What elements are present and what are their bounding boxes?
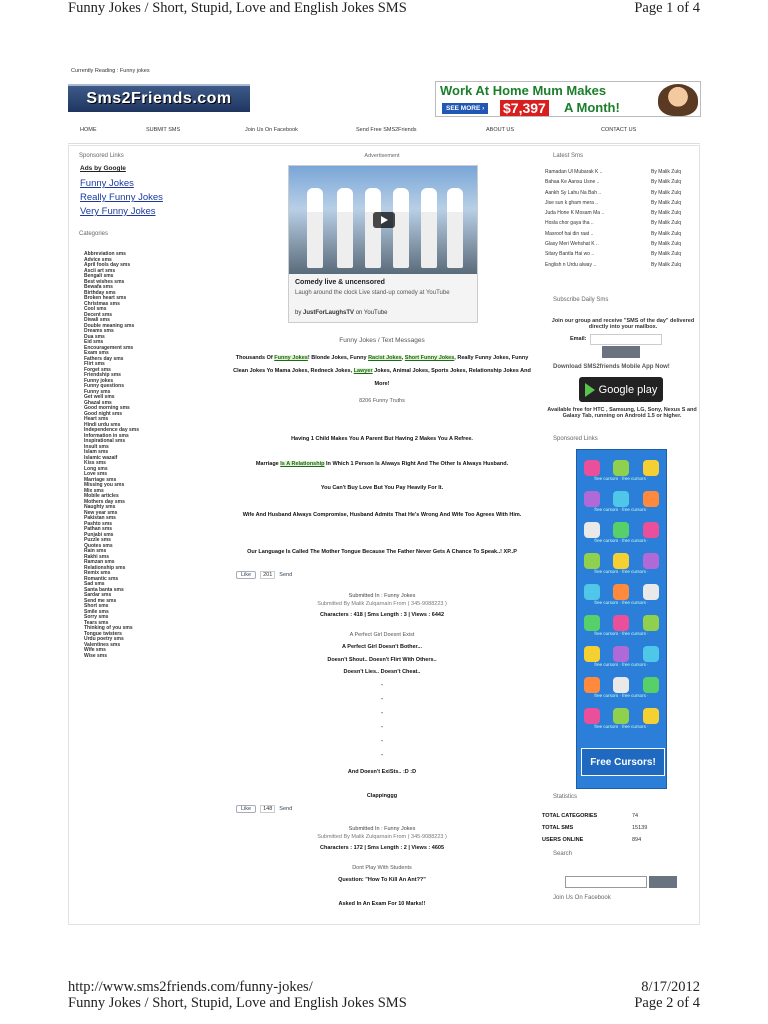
category-link[interactable]: Information in sms <box>84 432 129 439</box>
banner-amount: $7,397 <box>500 100 549 116</box>
category-link[interactable]: Quotes sms <box>84 542 113 549</box>
category-link[interactable]: Missing you sms <box>84 482 125 488</box>
latest-sms-author: By Malik Zulq <box>651 199 682 206</box>
latest-sms-title[interactable]: Juda Hone K Mosam Ma .. <box>545 210 605 217</box>
sub1-by: Submitted By Malik Zulqarnain From ( 345-9088223 ) <box>317 601 447 607</box>
category-link[interactable]: Best wishes sms <box>84 278 125 285</box>
joke3-line2: Asked In An Exam For 10 Marks!! <box>338 901 426 907</box>
category-link[interactable]: Send me sms <box>84 597 117 604</box>
category-link[interactable]: Remix sms <box>84 570 111 576</box>
latest-title: Latest Sms <box>553 153 584 159</box>
category-link[interactable]: Wise sms <box>84 652 108 659</box>
stat-row <box>542 822 662 834</box>
category-link[interactable]: Christmas sms <box>84 300 120 307</box>
category-link[interactable]: Mix sms <box>84 487 104 494</box>
category-link[interactable]: Punjabi sms <box>84 531 114 538</box>
cursor-icon[interactable] <box>584 677 600 693</box>
cursor-icon[interactable] <box>584 460 600 476</box>
cursor-label: free cursors · free cursors · <box>594 600 649 605</box>
print-footer-title: Funny Jokes / Short, Stupid, Love and English Jokes SMS <box>68 995 407 1011</box>
print-footer-line2 <box>68 995 700 1012</box>
cursor-icon[interactable] <box>643 677 659 693</box>
category-link[interactable]: Bengali sms <box>84 273 114 279</box>
latest-sms-row[interactable] <box>545 208 695 218</box>
cursor-icon[interactable] <box>643 615 659 631</box>
latest-sms-author: By Malik Zulq <box>651 220 682 227</box>
category-link[interactable]: New year sms <box>84 509 118 516</box>
latest-sms-row[interactable] <box>545 260 695 270</box>
latest-sms-title[interactable]: Aankh Sy Lahu Na Bah .. <box>545 189 602 196</box>
right-sponsored-title: Sponsored Links <box>553 436 598 442</box>
video-thumbnail[interactable] <box>289 166 477 274</box>
category-link[interactable]: Double meaning sms <box>84 322 135 329</box>
category-link[interactable]: Get well sms <box>84 394 115 400</box>
category-link[interactable]: Decent sms <box>84 311 113 318</box>
latest-sms-author: By Malik Zulq <box>651 230 682 237</box>
sub1-stats: Characters : 418 | Sms Length : 3 | Views : 6442 <box>319 612 445 618</box>
joke1-line3: You Can't Buy Love But You Pay Heavily For It. <box>320 485 444 491</box>
category-link[interactable]: Funny sms <box>84 388 111 395</box>
cursor-label: free cursors · free cursors · <box>594 724 649 729</box>
email-label: Email: <box>570 336 587 342</box>
category-link[interactable]: Funny questions <box>84 383 124 389</box>
category-link[interactable]: Cool sms <box>84 306 107 312</box>
category-link[interactable]: Heart sms <box>84 416 109 422</box>
joke2-line4: And Doesn't ExiSts.. :D :D <box>347 769 417 775</box>
category-link[interactable]: Tongue twisters <box>84 630 122 637</box>
category-link[interactable]: Exam sms <box>84 350 109 356</box>
section-title: Funny Jokes / Text Messages <box>339 337 425 344</box>
sub1-in: Submitted In : Funny Jokes <box>348 593 416 599</box>
category-link[interactable]: Mobile articles <box>84 493 119 499</box>
statistics-title: Statistics <box>553 794 578 800</box>
send-button[interactable]: Send <box>279 806 293 812</box>
cursor-icon[interactable] <box>643 522 659 538</box>
print-header-title: Funny Jokes / Short, Stupid, Love and English Jokes SMS <box>68 0 407 16</box>
category-link[interactable]: Dua sms <box>84 333 105 340</box>
cursor-icon[interactable] <box>613 491 629 507</box>
category-link[interactable]: Pakistan sms <box>84 515 116 521</box>
nav-facebook[interactable]: Join Us On Facebook <box>245 127 298 133</box>
latest-sms-row[interactable] <box>545 229 695 239</box>
cursor-label: free cursors · free cursors · <box>594 476 649 481</box>
cursor-label: free cursors · free cursors · <box>594 569 649 574</box>
cursor-icon[interactable] <box>584 553 600 569</box>
download-app[interactable]: Download SMS2friends Mobile App Now! <box>553 364 670 370</box>
category-link[interactable]: Romantic sms <box>84 575 119 582</box>
sub2-in: Submitted In : Funny Jokes <box>348 826 416 832</box>
stat-row <box>542 810 662 822</box>
free-cursors-ad[interactable] <box>576 449 667 789</box>
latest-sms-title[interactable]: English n Urdu alway .. <box>545 261 597 268</box>
cursor-icon[interactable] <box>584 491 600 507</box>
latest-sms-row[interactable] <box>545 177 695 187</box>
video-ad[interactable] <box>288 165 478 323</box>
latest-sms-author: By Malik Zulq <box>651 251 682 258</box>
latest-sms-title[interactable]: Bahaa Ke Aansu Usne .. <box>545 179 600 186</box>
available-text: Available free for HTC , Samsung, LG, Sony, Nexus S and Galaxy Tab, running on Android 1.5 or higher. <box>547 407 697 419</box>
video-title[interactable]: Comedy live & uncensored <box>295 279 385 286</box>
category-link[interactable]: Islam sms <box>84 449 109 455</box>
category-link[interactable]: Love sms <box>84 471 108 477</box>
cursor-icon[interactable] <box>584 708 600 724</box>
category-link[interactable]: Wife sms <box>84 647 106 653</box>
latest-sms-row[interactable] <box>545 218 695 228</box>
cursor-label: free cursors · free cursors · <box>594 631 649 636</box>
latest-sms-author: By Malik Zulq <box>651 189 682 196</box>
category-link[interactable]: Tears sms <box>84 619 109 626</box>
play-icon[interactable] <box>373 212 395 228</box>
joke3-title: Dont Play With Students <box>352 865 412 871</box>
category-link[interactable]: Dreams sms <box>84 328 114 334</box>
joke2-line5: Clappinggg <box>366 793 398 799</box>
category-link[interactable]: Rain sms <box>84 548 107 554</box>
cursor-icon[interactable] <box>584 615 600 631</box>
print-date: 8/17/2012 <box>641 979 700 995</box>
category-link[interactable]: Urdu poetry sms <box>84 636 124 642</box>
cursor-icon[interactable] <box>613 615 629 631</box>
category-link[interactable]: Thinking of you sms <box>84 625 133 631</box>
link-relationship[interactable]: Is A Relationship <box>280 461 325 467</box>
sub2-stats: Characters : 172 | Sms Length : 2 | Views : 4605 <box>319 845 445 851</box>
stat-key: TOTAL CATEGORIES <box>542 813 598 819</box>
free-cursors-button[interactable]: Free Cursors! <box>581 748 665 776</box>
cursor-icon[interactable] <box>643 553 659 569</box>
search-button[interactable] <box>649 876 677 888</box>
ad-link-very-funny[interactable]: Very Funny Jokes <box>80 206 156 217</box>
joke2-title: A Perfect Girl Doesnt Exist <box>349 632 415 638</box>
category-link[interactable]: Smile sms <box>84 608 109 615</box>
latest-sms-title[interactable]: Sitary Bantla Hai wo .. <box>545 251 595 258</box>
subscribe-button[interactable] <box>602 346 640 358</box>
print-header <box>68 0 700 18</box>
ad-banner[interactable] <box>435 81 701 117</box>
category-link[interactable]: Abbreviation sms <box>84 251 126 257</box>
categories-list <box>84 252 174 659</box>
category-link[interactable]: Naughty sms <box>84 504 116 510</box>
cursor-label: free cursors · free cursors · <box>594 538 649 543</box>
stat-key: TOTAL SMS <box>542 825 574 831</box>
cursor-icon[interactable] <box>643 584 659 600</box>
currently-reading: Currently Reading : Funny jokes <box>71 68 150 74</box>
category-link[interactable]: Good night sms <box>84 410 123 417</box>
stat-key: USERS ONLINE <box>542 837 584 843</box>
category-link[interactable]: Long sms <box>84 465 108 472</box>
like-bar-1 <box>236 571 292 579</box>
cursor-icon[interactable] <box>613 522 629 538</box>
category-link[interactable]: Relationship sms <box>84 564 126 571</box>
category-link[interactable]: April fools day sms <box>84 262 131 268</box>
nav-send-free[interactable]: Send Free SMS2Friends <box>356 127 417 133</box>
cursor-icon[interactable] <box>613 553 629 569</box>
cursor-icon[interactable] <box>613 646 629 662</box>
main-nav <box>68 127 700 144</box>
latest-sms-author: By Malik Zulq <box>651 169 682 175</box>
nav-home[interactable]: HOME <box>80 127 97 133</box>
cursor-icon[interactable] <box>613 708 629 724</box>
cursor-icon[interactable] <box>584 646 600 662</box>
category-link[interactable]: Rakhi sms <box>84 553 110 560</box>
latest-sms-author: By Malik Zulq <box>651 179 682 186</box>
cursor-icon[interactable] <box>613 677 629 693</box>
send-button[interactable]: Send <box>279 572 293 578</box>
banner-see-more-button[interactable]: SEE MORE › <box>442 103 488 114</box>
nav-about[interactable]: ABOUT US <box>486 127 515 133</box>
cursor-icon[interactable] <box>584 584 600 600</box>
video-desc: Laugh around the clock Live stand-up comedy at YouTube <box>295 290 450 296</box>
category-link[interactable]: Forget sms <box>84 366 111 373</box>
latest-sms-author: By Malik Zulq <box>651 210 682 217</box>
category-link[interactable]: Friendship sms <box>84 372 121 378</box>
search-input[interactable] <box>565 876 647 888</box>
category-link[interactable]: Sad sms <box>84 581 105 587</box>
latest-sms-author: By Malik Zulq <box>651 261 682 268</box>
stat-row <box>542 834 662 846</box>
category-link[interactable]: Ghazal sms <box>84 399 112 406</box>
category-link[interactable]: Independence day sms <box>84 427 140 433</box>
category-link[interactable]: Bewafa sms <box>84 284 113 290</box>
search-title: Search <box>553 851 573 857</box>
category-link[interactable]: Birthday sms <box>84 289 116 296</box>
latest-sms-title[interactable]: Masroof hai din raat .. <box>545 230 594 237</box>
google-play-badge[interactable]: Google play <box>579 377 663 402</box>
like-button[interactable]: Like <box>236 805 256 813</box>
category-link[interactable]: Pathan sms <box>84 526 113 532</box>
category-link[interactable]: Flirt sms <box>84 361 105 367</box>
joke2-line3: Doesn't Lies.. Doesn't Cheat.. <box>343 669 421 675</box>
ads-by-google[interactable]: Ads by Google <box>80 165 126 172</box>
latest-sms-row[interactable] <box>545 188 695 198</box>
cursor-icon[interactable] <box>584 522 600 538</box>
stat-value: 74 <box>632 813 639 819</box>
nav-submit-sms[interactable]: SUBMIT SMS <box>146 127 181 133</box>
cursor-icon[interactable] <box>613 584 629 600</box>
category-link[interactable]: Mothers day sms <box>84 498 125 505</box>
category-link[interactable]: Hindi urdu sms <box>84 421 121 428</box>
joke1-line1: Having 1 Child Makes You A Parent But Having 2 Makes You A Refree. <box>291 436 473 442</box>
advertisement-label: Advertisement <box>364 153 400 159</box>
cursor-icon[interactable] <box>643 460 659 476</box>
category-link[interactable]: Short sms <box>84 603 109 609</box>
category-link[interactable]: Broken heart sms <box>84 295 127 301</box>
cursor-icon[interactable] <box>643 708 659 724</box>
category-link[interactable]: Funny jokes <box>84 377 114 384</box>
latest-sms-row[interactable] <box>545 198 695 208</box>
subscribe-text: Join our group and receive "SMS of the day" delivered directly into your mailbox. <box>551 318 695 330</box>
category-link[interactable]: Ascii art sms <box>84 267 116 274</box>
facebook-title[interactable]: Join Us On Facebook <box>553 895 611 901</box>
site-logo[interactable]: Sms2Friends.com <box>68 84 250 112</box>
link-racist-jokes[interactable]: Racist Jokes <box>368 355 402 361</box>
joke1-line5: Our Language Is Called The Mother Tongue Because The Father Never Gets A Chance To Speak..! XP..P <box>247 549 517 555</box>
subscribe-title: Subscribe Daily Sms <box>553 297 609 303</box>
cursor-icon[interactable] <box>613 460 629 476</box>
nav-contact[interactable]: CONTACT US <box>601 127 637 133</box>
cursor-label: free cursors · free cursors · <box>594 662 649 667</box>
category-link[interactable]: Islamic wazaif <box>84 454 118 461</box>
latest-sms-title[interactable]: Hosla chor gaya tha .. <box>545 220 594 227</box>
banner-photo <box>658 84 698 116</box>
print-footer-line1 <box>68 979 700 996</box>
cursor-icon[interactable] <box>643 646 659 662</box>
category-link[interactable]: Fathers day sms <box>84 355 124 362</box>
latest-sms-author: By Malik Zulq <box>651 241 682 248</box>
google-play-icon <box>585 383 595 397</box>
latest-sms-row[interactable] <box>545 239 695 249</box>
latest-sms-row[interactable] <box>545 167 695 177</box>
sub2-by: Submitted By Malik Zulqarnain From ( 345-9088223 ) <box>317 834 447 840</box>
like-count: 148 <box>260 805 275 813</box>
like-button[interactable]: Like <box>236 571 256 579</box>
cursor-icon[interactable] <box>643 491 659 507</box>
category-link[interactable]: Inspirational sms <box>84 438 126 444</box>
like-count: 201 <box>260 571 275 579</box>
category-link[interactable]: Pashto sms <box>84 520 113 527</box>
category-link[interactable]: Santa banta sms <box>84 586 124 593</box>
category-link[interactable]: Kiss sms <box>84 460 106 466</box>
print-header-page: Page 1 of 4 <box>634 0 700 16</box>
latest-list <box>545 167 695 270</box>
categories-title: Categories <box>79 231 109 237</box>
joke1-line4: Wife And Husband Always Compromise, Husband Admits That He's Wrong And Wife Too Agrees With Him. <box>242 512 522 518</box>
joke2-line1: A Perfect Girl Doesn't Bother... <box>342 644 422 650</box>
left-sponsored-title: Sponsored Links <box>79 153 124 159</box>
category-link[interactable]: Puzzle sms <box>84 537 111 543</box>
joke1-line2: Marriage Is A Relationship In Which 1 Person Is Always Right And The Other Is Always Husband. <box>255 461 509 467</box>
stat-value: 894 <box>632 837 642 843</box>
joke3-line1: Question: "How To Kill An Ant??" <box>338 877 426 883</box>
category-link[interactable]: Encouragement sms <box>84 344 134 351</box>
statistics-table <box>542 810 662 846</box>
intro-text: Thousands Of Funny Jokes! Blonde Jokes, Funny Racist Jokes, Short Funny Jokes, Really Funny Jokes, Funny Clean Jokes Yo Mama Jokes, Redneck Jokes, Lawyer Jokes, Animal Jokes, Sports Jokes, Relationship Jokes And More! <box>233 355 531 387</box>
category-link[interactable]: Sorry sms <box>84 614 109 620</box>
video-byline: by JustForLaughsTV on YouTube <box>295 310 388 316</box>
print-url: http://www.sms2friends.com/funny-jokes/ <box>68 979 313 995</box>
joke1-title: 8206 Funny Truths <box>359 398 405 404</box>
category-link[interactable]: Diwali sms <box>84 317 110 323</box>
link-short-funny-jokes[interactable]: Short Funny Jokes <box>404 355 455 361</box>
category-link[interactable]: Insult sms <box>84 443 109 450</box>
category-link[interactable]: Sardar sms <box>84 592 112 598</box>
category-link[interactable]: Ramzan sms <box>84 559 115 565</box>
link-funny-jokes[interactable]: Funny Jokes <box>274 355 308 361</box>
category-link[interactable]: Marriage sms <box>84 476 117 483</box>
category-link[interactable]: Valentines sms <box>84 641 121 648</box>
print-footer-page: Page 2 of 4 <box>634 995 700 1011</box>
latest-sms-title[interactable]: Jise sun k gham mera .. <box>545 199 599 206</box>
video-channel[interactable]: JustForLaughsTV <box>303 310 355 316</box>
joke2-line2: Doesn't Shout.. Doesn't Flirt With Others.. <box>327 657 437 663</box>
banner-line1: Work At Home Mum Makes <box>440 83 607 98</box>
category-link[interactable]: Good morning sms <box>84 405 130 411</box>
latest-sms-row[interactable] <box>545 249 695 259</box>
link-lawyer[interactable]: Lawyer <box>353 368 373 374</box>
banner-line2: A Month! <box>564 100 620 115</box>
ad-link-really-funny[interactable]: Really Funny Jokes <box>80 192 163 203</box>
email-input[interactable] <box>590 334 662 345</box>
cursor-label: free cursors · free cursors · <box>594 507 649 512</box>
ad-link-funny-jokes[interactable]: Funny Jokes <box>80 178 134 189</box>
latest-sms-title[interactable]: Glasy Meri Wehshat K .. <box>545 241 599 248</box>
like-bar-2 <box>236 805 292 813</box>
stat-value: 15139 <box>632 825 648 831</box>
category-link[interactable]: Advice sms <box>84 256 112 263</box>
latest-sms-title[interactable]: Ramadan Ul Mubarak K .. <box>545 169 603 175</box>
category-link[interactable]: Eid sms <box>84 339 104 345</box>
cursor-label: free cursors · free cursors · <box>594 693 649 698</box>
